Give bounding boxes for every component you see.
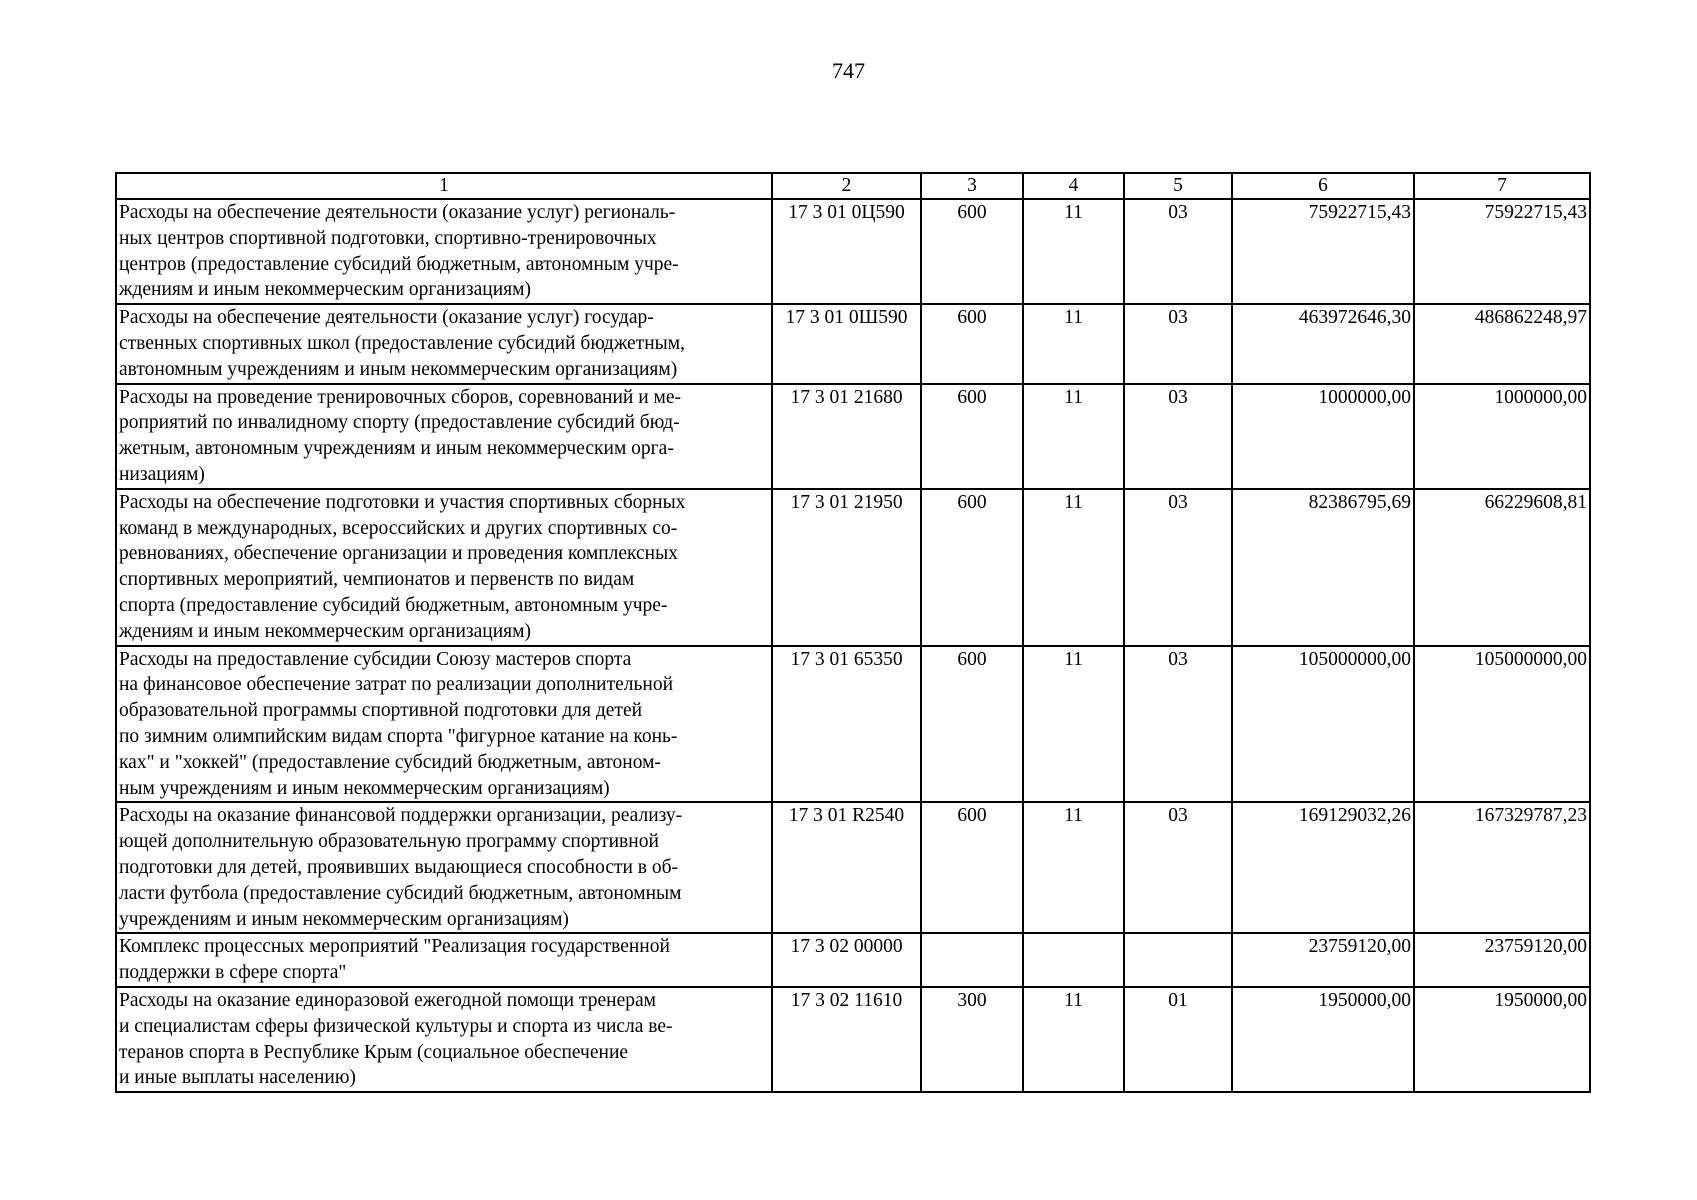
section-cell: 11	[1023, 489, 1124, 646]
subsection-cell: 03	[1124, 199, 1232, 304]
expense-name-line: Расходы на проведение тренировочных сборов, соревнований и ме-	[119, 386, 681, 408]
expense-name-cell	[116, 646, 772, 803]
target-code-cell: 17 3 01 0Ш590	[772, 304, 921, 383]
section-cell: 11	[1023, 646, 1124, 803]
header-row	[116, 173, 1590, 199]
expense-type-cell	[921, 933, 1023, 987]
target-code-cell: 17 3 01 R2540	[772, 802, 921, 933]
amount-cell-col6: 1950000,00	[1232, 987, 1414, 1092]
expense-type-cell: 600	[921, 489, 1023, 646]
expense-name-line: на финансовое обеспечение затрат по реализации дополнительной	[119, 674, 674, 696]
subsection-cell: 01	[1124, 987, 1232, 1092]
subsection-cell	[1124, 933, 1232, 987]
section-cell: 11	[1023, 304, 1124, 383]
expense-name-line: жетным, автономным учреждениям и иным некоммерческим орга-	[119, 438, 674, 460]
expense-name-line: роприятий по инвалидному спорту (предоставление субсидий бюд-	[119, 412, 680, 434]
section-cell	[1023, 933, 1124, 987]
expense-name-line: ных центров спортивной подготовки, спортивно-тренировочных	[119, 227, 657, 249]
expense-name-line: по зимним олимпийским видам спорта "фигурное катание на конь-	[119, 725, 678, 747]
expense-name-line: ждениям и иным некоммерческим организациям)	[119, 279, 531, 301]
expense-type-cell: 600	[921, 304, 1023, 383]
table-row	[116, 199, 1590, 304]
expense-type-cell: 600	[921, 802, 1023, 933]
amount-cell-col7: 105000000,00	[1414, 646, 1590, 803]
expense-name-cell	[116, 304, 772, 383]
amount-cell-col7: 167329787,23	[1414, 802, 1590, 933]
expense-name-line: поддержки в сфере спорта"	[119, 962, 347, 984]
section-cell: 11	[1023, 384, 1124, 489]
column-header: 2	[772, 173, 921, 199]
expense-name-line: ках" и "хоккей" (предоставление субсидий бюджетным, автоном-	[119, 751, 661, 773]
expense-name-line: спортивных мероприятий, чемпионатов и первенств по видам	[119, 569, 635, 591]
amount-cell-col6: 105000000,00	[1232, 646, 1414, 803]
table-row	[116, 802, 1590, 933]
column-header: 1	[116, 173, 772, 199]
expense-name-line: спорта (предоставление субсидий бюджетным, автономным учре-	[119, 594, 668, 616]
column-header: 3	[921, 173, 1023, 199]
table-body	[116, 199, 1590, 1092]
target-code-cell: 17 3 02 11610	[772, 987, 921, 1092]
expense-name-line: Расходы на обеспечение деятельности (оказание услуг) государ-	[119, 307, 654, 329]
expense-name-line: подготовки для детей, проявивших выдающиеся способности в об-	[119, 856, 679, 878]
amount-cell-col6: 169129032,26	[1232, 802, 1414, 933]
amount-cell-col7: 486862248,97	[1414, 304, 1590, 383]
column-header: 4	[1023, 173, 1124, 199]
expense-name-line: автономным учреждениям и иным некоммерческим организациям)	[119, 358, 678, 380]
subsection-cell: 03	[1124, 304, 1232, 383]
amount-cell-col7: 1000000,00	[1414, 384, 1590, 489]
table-row	[116, 489, 1590, 646]
table-row	[116, 987, 1590, 1092]
expense-name-cell	[116, 489, 772, 646]
expense-name-line: Расходы на оказание финансовой поддержки организации, реализу-	[119, 805, 683, 827]
expense-name-line: команд в международных, всероссийских и других спортивных со-	[119, 517, 678, 539]
expense-name-cell	[116, 933, 772, 987]
subsection-cell: 03	[1124, 384, 1232, 489]
expense-name-cell	[116, 802, 772, 933]
column-header: 5	[1124, 173, 1232, 199]
section-cell: 11	[1023, 199, 1124, 304]
budget-table	[115, 172, 1591, 1093]
amount-cell-col6: 82386795,69	[1232, 489, 1414, 646]
expense-name-cell	[116, 987, 772, 1092]
amount-cell-col7: 1950000,00	[1414, 987, 1590, 1092]
expense-name-line: Комплекс процессных мероприятий "Реализация государственной	[119, 936, 670, 958]
expense-name-line: ласти футбола (предоставление субсидий бюджетным, автономным	[119, 882, 682, 904]
amount-cell-col6: 463972646,30	[1232, 304, 1414, 383]
column-header: 7	[1414, 173, 1590, 199]
page-number: 747	[832, 58, 865, 83]
expense-name-line: Расходы на обеспечение подготовки и участия спортивных сборных	[119, 491, 686, 513]
expense-name-line: ревнованиях, обеспечение организации и проведения комплексных	[119, 543, 678, 565]
table-row	[116, 304, 1590, 383]
subsection-cell: 03	[1124, 489, 1232, 646]
target-code-cell: 17 3 01 0Ц590	[772, 199, 921, 304]
table-row	[116, 646, 1590, 803]
expense-type-cell: 600	[921, 384, 1023, 489]
amount-cell-col6: 1000000,00	[1232, 384, 1414, 489]
expense-type-cell: 600	[921, 199, 1023, 304]
amount-cell-col7: 23759120,00	[1414, 933, 1590, 987]
expense-name-line: учреждениям и иным некоммерческим организациям)	[119, 908, 569, 930]
expense-name-line: теранов спорта в Республике Крым (социальное обеспечение	[119, 1041, 629, 1063]
expense-name-line: и иные выплаты населению)	[119, 1067, 356, 1089]
expense-name-line: низациям)	[119, 463, 205, 485]
expense-type-cell: 300	[921, 987, 1023, 1092]
expense-name-line: Расходы на предоставление субсидии Союзу мастеров спорта	[119, 648, 632, 670]
section-cell: 11	[1023, 987, 1124, 1092]
expense-name-line: и специалистам сферы физической культуры и спорта из числа ве-	[119, 1015, 673, 1037]
target-code-cell: 17 3 02 00000	[772, 933, 921, 987]
expense-name-line: ждениям и иным некоммерческим организациям)	[119, 620, 531, 642]
column-header: 6	[1232, 173, 1414, 199]
expense-name-line: ственных спортивных школ (предоставление субсидий бюджетным,	[119, 332, 685, 354]
table-row	[116, 384, 1590, 489]
amount-cell-col6: 75922715,43	[1232, 199, 1414, 304]
expense-name-line: ным учреждениям и иным некоммерческим организациям)	[119, 777, 610, 799]
table-row	[116, 933, 1590, 987]
subsection-cell: 03	[1124, 646, 1232, 803]
amount-cell-col6: 23759120,00	[1232, 933, 1414, 987]
expense-name-line: ющей дополнительную образовательную программу спортивной	[119, 831, 659, 853]
expense-name-line: Расходы на оказание единоразовой ежегодной помощи тренерам	[119, 989, 656, 1011]
amount-cell-col7: 75922715,43	[1414, 199, 1590, 304]
expense-name-line: образовательной программы спортивной подготовки для детей	[119, 700, 643, 722]
expense-name-line: центров (предоставление субсидий бюджетным, автономным учре-	[119, 253, 679, 275]
target-code-cell: 17 3 01 21680	[772, 384, 921, 489]
target-code-cell: 17 3 01 65350	[772, 646, 921, 803]
expense-name-cell	[116, 384, 772, 489]
expense-type-cell: 600	[921, 646, 1023, 803]
section-cell: 11	[1023, 802, 1124, 933]
target-code-cell: 17 3 01 21950	[772, 489, 921, 646]
subsection-cell: 03	[1124, 802, 1232, 933]
amount-cell-col7: 66229608,81	[1414, 489, 1590, 646]
expense-name-line: Расходы на обеспечение деятельности (оказание услуг) региональ-	[119, 202, 676, 223]
expense-name-cell	[116, 199, 772, 304]
